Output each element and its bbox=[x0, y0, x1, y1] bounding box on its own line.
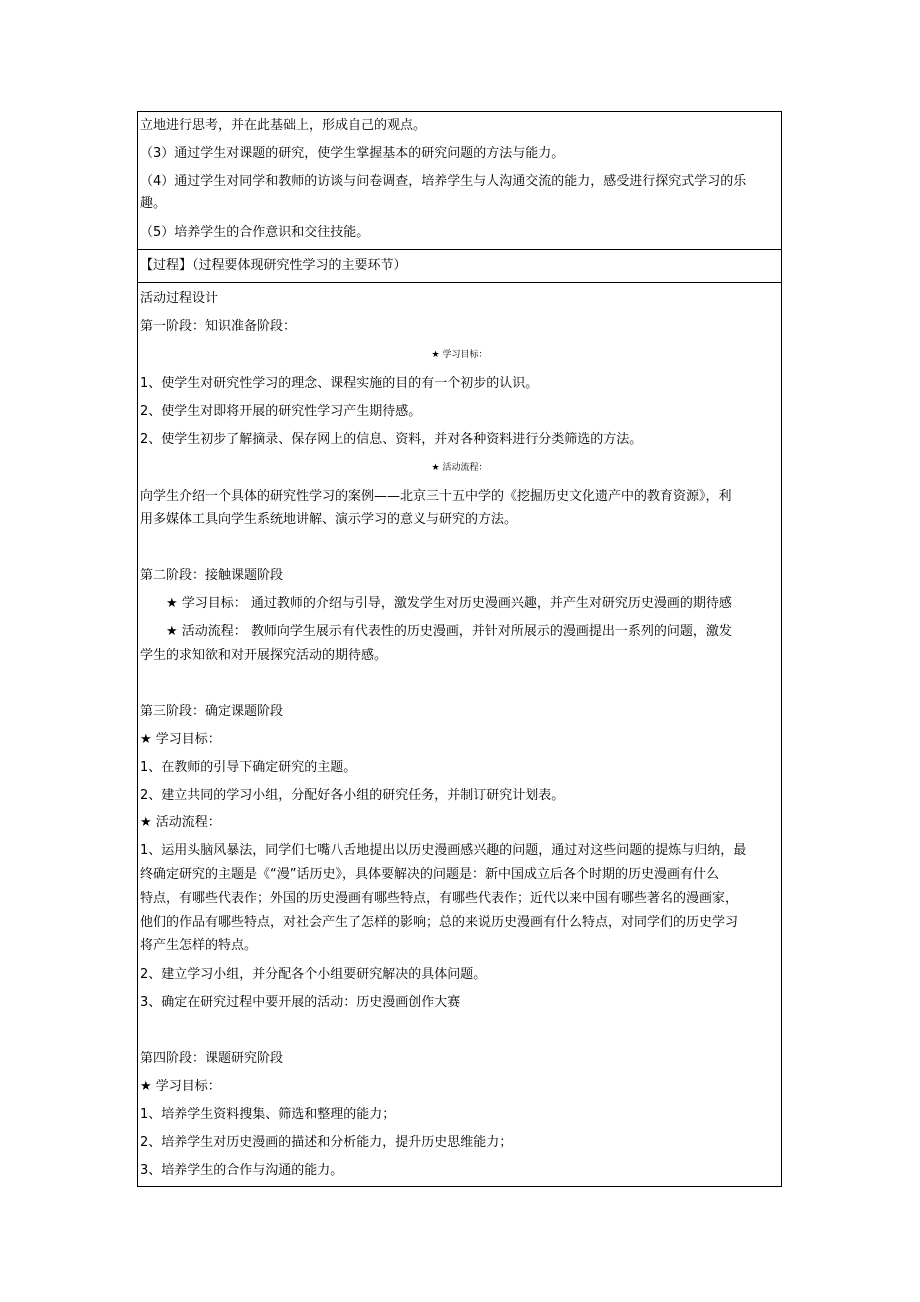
objective-line: （5）培养学生的合作意识和交往技能。 bbox=[140, 225, 370, 240]
stage3-flow-heading: ★ 活动流程： bbox=[140, 815, 221, 830]
objective-line: （3）通过学生对课题的研究，使学生掌握基本的研究问题的方法与能力。 bbox=[140, 146, 565, 161]
stage1-goal-heading: ★ 学习目标： bbox=[431, 350, 488, 360]
design-title: 活动过程设计 bbox=[140, 291, 219, 306]
stage1-flow-heading: ★ 活动流程： bbox=[431, 463, 488, 473]
table-divider bbox=[138, 282, 781, 283]
stage2-flow: ★ 活动流程： 教师向学生展示有代表性的历史漫画，并针对所展示的漫画提出一系列的问题，激发 bbox=[166, 624, 732, 639]
stage3-flow: 特点，有哪些代表作；外国的历史漫画有哪些特点，有哪些代表作；近代以来中国有哪些著名的漫画家， bbox=[140, 891, 739, 906]
stage4-title: 第四阶段：课题研究阶段 bbox=[140, 1051, 284, 1066]
stage1-title: 第一阶段：知识准备阶段： bbox=[140, 319, 297, 334]
stage4-goal-heading: ★ 学习目标： bbox=[140, 1079, 221, 1094]
process-header: 【过程】（过程要体现研究性学习的主要环节） bbox=[140, 258, 407, 273]
stage1-goal: 2、使学生初步了解摘录、保存网上的信息、资料，并对各种资料进行分类筛选的方法。 bbox=[140, 432, 643, 447]
stage1-flow: 用多媒体工具向学生系统地讲解、演示学习的意义与研究的方法。 bbox=[140, 512, 518, 527]
stage3-flow: 终确定研究的主题是《“漫”话历史》，具体要解决的问题是：新中国成立后各个时期的历史漫画有什么 bbox=[140, 867, 719, 882]
stage4-goal: 3、培养学生的合作与沟通的能力。 bbox=[140, 1163, 344, 1178]
stage3-title: 第三阶段：确定课题阶段 bbox=[140, 704, 284, 719]
stage4-goal: 1、培养学生资料搜集、筛选和整理的能力； bbox=[140, 1107, 396, 1122]
stage2-flow: 学生的求知欲和对开展探究活动的期待感。 bbox=[140, 648, 388, 663]
stage2-title: 第二阶段：接触课题阶段 bbox=[140, 568, 284, 583]
stage3-goal-heading: ★ 学习目标： bbox=[140, 732, 221, 747]
stage3-flow: 他们的作品有哪些特点，对社会产生了怎样的影响；总的来说历史漫画有什么特点，对同学们的历史学习 bbox=[140, 915, 739, 930]
stage1-flow: 向学生介绍一个具体的研究性学习的案例——北京三十五中学的《挖掘历史文化遗产中的教育资源》，利 bbox=[140, 489, 732, 504]
stage4-goal: 2、培养学生对历史漫画的描述和分析能力，提升历史思维能力； bbox=[140, 1135, 513, 1150]
stage3-goal: 2、建立共同的学习小组，分配好各小组的研究任务，并制订研究计划表。 bbox=[140, 788, 565, 803]
objective-line: （4）通过学生对同学和教师的访谈与问卷调查，培养学生与人沟通交流的能力，感受进行探究式学习的乐 bbox=[140, 174, 747, 189]
stage3-flow: 2、建立学习小组，并分配各个小组要研究解决的具体问题。 bbox=[140, 967, 487, 982]
stage2-goal: ★ 学习目标： 通过教师的介绍与引导，激发学生对历史漫画兴趣，并产生对研究历史漫画的期待感 bbox=[166, 596, 732, 611]
stage3-flow: 1、运用头脑风暴法，同学们七嘴八舌地提出以历史漫画感兴趣的问题，通过对这些问题的提炼与归纳，最 bbox=[140, 843, 747, 858]
stage3-goal: 1、在教师的引导下确定研究的主题。 bbox=[140, 760, 357, 775]
stage3-flow: 将产生怎样的特点。 bbox=[140, 938, 258, 953]
objective-line: 立地进行思考，并在此基础上，形成自己的观点。 bbox=[140, 118, 427, 133]
table-divider bbox=[138, 249, 781, 250]
document-table bbox=[137, 111, 782, 1187]
stage1-goal: 2、使学生对即将开展的研究性学习产生期待感。 bbox=[140, 404, 422, 419]
objective-line: 趣。 bbox=[140, 196, 167, 211]
stage1-goal: 1、使学生对研究性学习的理念、课程实施的目的有一个初步的认识。 bbox=[140, 376, 539, 391]
stage3-flow: 3、确定在研究过程中要开展的活动：历史漫画创作大赛 bbox=[140, 995, 461, 1010]
